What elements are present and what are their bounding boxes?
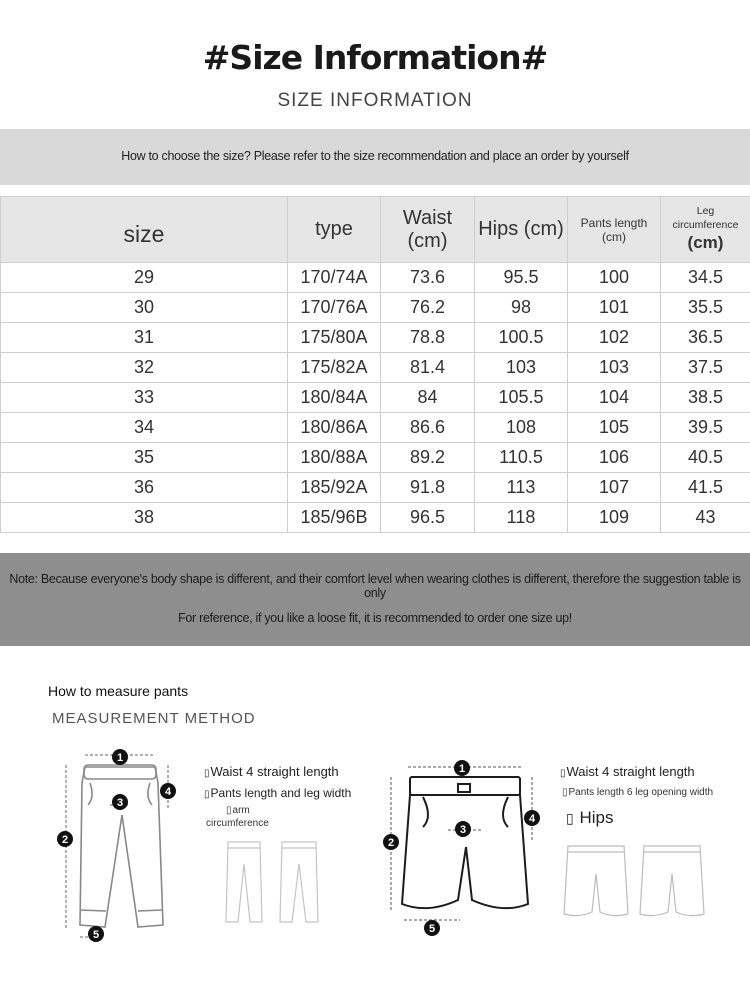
- col-header-leg-circumference: [661, 197, 750, 263]
- note-band: [0, 553, 750, 646]
- cell-waist: 81.4: [381, 353, 475, 383]
- legend-glyph: ▯: [204, 789, 210, 800]
- cell-size: 29: [1, 263, 288, 293]
- table-row: [1, 413, 750, 443]
- shorts-thumbnails: [560, 842, 710, 922]
- legend-glyph: ▯: [562, 787, 568, 798]
- size-notice-band: [0, 129, 750, 185]
- cell-leg-circumference: 43: [661, 503, 750, 533]
- cell-type: 170/74A: [288, 263, 381, 293]
- thumb-pants-back: [280, 842, 318, 922]
- left-marker-2-label: 2: [61, 834, 69, 846]
- measure-heading: How to measure pants: [48, 683, 189, 699]
- cell-type: 185/92A: [288, 473, 381, 503]
- left-marker-3-label: 3: [116, 797, 124, 809]
- cell-hips: 105.5: [475, 383, 568, 413]
- table-header-row: [1, 197, 750, 263]
- cell-leg-circumference: 39.5: [661, 413, 750, 443]
- table-row: [1, 293, 750, 323]
- cell-size: 35: [1, 443, 288, 473]
- table-row: [1, 473, 750, 503]
- cell-pants-length: 106: [568, 443, 661, 473]
- right-legend-item-1: [560, 764, 695, 781]
- cell-waist: 84: [381, 383, 475, 413]
- page-title: #Size Information#: [202, 38, 548, 77]
- cell-pants-length: 103: [568, 353, 661, 383]
- cell-waist: 76.2: [381, 293, 475, 323]
- table-row: [1, 353, 750, 383]
- cell-pants-length: 100: [568, 263, 661, 293]
- legend-glyph: ▯: [226, 805, 232, 816]
- legend-glyph: ▯: [566, 810, 574, 826]
- left-legend-item-3-line2: circumference: [206, 818, 269, 829]
- col-header-type: type: [288, 197, 381, 263]
- cell-type: 175/82A: [288, 353, 381, 383]
- leg-header-unit: (cm): [687, 233, 724, 253]
- cell-type: 180/84A: [288, 383, 381, 413]
- cell-waist: 96.5: [381, 503, 475, 533]
- cell-hips: 113: [475, 473, 568, 503]
- thumb-shorts-back: [640, 846, 704, 916]
- cell-size: 36: [1, 473, 288, 503]
- cell-type: 180/88A: [288, 443, 381, 473]
- cell-waist: 86.6: [381, 413, 475, 443]
- shorts-diagram: [378, 752, 558, 942]
- long-pants-thumbnails: [220, 838, 332, 926]
- cell-leg-circumference: 36.5: [661, 323, 750, 353]
- right-legend-item-3: [566, 807, 613, 829]
- leg-header-line1: Leg: [696, 204, 715, 217]
- cell-pants-length: 105: [568, 413, 661, 443]
- cell-type: 185/96B: [288, 503, 381, 533]
- left-legend-item-1-text: Waist 4 straight length: [210, 764, 339, 779]
- cell-hips: 100.5: [475, 323, 568, 353]
- legend-glyph: ▯: [560, 768, 566, 779]
- cell-size: 31: [1, 323, 288, 353]
- note-line-1: Note: Because everyone's body shape is different, and their comfort level when wearing clothes is different, therefore the suggestion table is only: [9, 572, 741, 600]
- cell-leg-circumference: 40.5: [661, 443, 750, 473]
- legend-glyph: ▯: [204, 768, 210, 779]
- cell-leg-circumference: 34.5: [661, 263, 750, 293]
- cell-size: 38: [1, 503, 288, 533]
- cell-pants-length: 104: [568, 383, 661, 413]
- leg-header-line2: circumference: [672, 219, 739, 232]
- size-notice-text: How to choose the size? Please refer to the size recommendation and place an order by yourself: [121, 149, 629, 163]
- table-row: [1, 323, 750, 353]
- left-legend-item-2: [204, 786, 351, 802]
- size-table: [0, 196, 750, 533]
- col-header-size: size: [1, 197, 288, 263]
- cell-type: 170/76A: [288, 293, 381, 323]
- cell-waist: 89.2: [381, 443, 475, 473]
- cell-waist: 73.6: [381, 263, 475, 293]
- shorts-outline: [402, 795, 528, 908]
- thumb-shorts-front: [564, 846, 628, 916]
- right-marker-3-label: 3: [459, 824, 467, 836]
- left-legend-item-3: [206, 804, 269, 830]
- right-legend-item-1-text: Waist 4 straight length: [566, 764, 695, 779]
- cell-pants-length: 102: [568, 323, 661, 353]
- measure-subheading: MEASUREMENT METHOD: [52, 710, 256, 727]
- left-markers: [57, 749, 176, 942]
- cell-type: 175/80A: [288, 323, 381, 353]
- cell-leg-circumference: 38.5: [661, 383, 750, 413]
- cell-type: 180/86A: [288, 413, 381, 443]
- left-marker-4-label: 4: [164, 786, 172, 798]
- right-marker-2-label: 2: [387, 837, 395, 849]
- right-legend-item-2: [562, 786, 713, 799]
- col-header-hips: Hips (cm): [475, 197, 568, 263]
- cell-leg-circumference: 35.5: [661, 293, 750, 323]
- cell-waist: 91.8: [381, 473, 475, 503]
- cell-hips: 95.5: [475, 263, 568, 293]
- cell-size: 32: [1, 353, 288, 383]
- left-marker-1-label: 1: [116, 752, 124, 764]
- cell-leg-circumference: 37.5: [661, 353, 750, 383]
- thumb-pants-front: [226, 842, 262, 922]
- left-legend-item-1: [204, 764, 339, 781]
- cell-size: 34: [1, 413, 288, 443]
- cell-pants-length: 107: [568, 473, 661, 503]
- table-row: [1, 443, 750, 473]
- long-pants-cuffs: [80, 910, 163, 911]
- table-row: [1, 263, 750, 293]
- cell-hips: 108: [475, 413, 568, 443]
- page-subtitle: SIZE INFORMATION: [277, 90, 473, 111]
- right-marker-1-label: 1: [458, 763, 466, 775]
- col-header-pants-length: Pants length (cm): [568, 197, 661, 263]
- table-row: [1, 503, 750, 533]
- cell-hips: 110.5: [475, 443, 568, 473]
- right-marker-4-label: 4: [528, 813, 536, 825]
- right-marker-5-label: 5: [428, 923, 436, 935]
- table-row: [1, 383, 750, 413]
- right-legend-item-2-text: Pants length 6 leg opening width: [568, 787, 714, 798]
- cell-size: 30: [1, 293, 288, 323]
- cell-pants-length: 109: [568, 503, 661, 533]
- cell-size: 33: [1, 383, 288, 413]
- cell-hips: 98: [475, 293, 568, 323]
- right-legend-item-3-text: Hips: [579, 808, 614, 827]
- left-marker-5-label: 5: [92, 929, 100, 941]
- cell-hips: 118: [475, 503, 568, 533]
- cell-pants-length: 101: [568, 293, 661, 323]
- left-legend-item-3-line1: arm: [232, 805, 250, 816]
- col-header-waist: Waist (cm): [381, 197, 475, 263]
- cell-hips: 103: [475, 353, 568, 383]
- shorts-button: [458, 784, 470, 792]
- left-legend-item-2-text: Pants length and leg width: [210, 786, 352, 800]
- cell-waist: 78.8: [381, 323, 475, 353]
- cell-leg-circumference: 41.5: [661, 473, 750, 503]
- note-line-2: For reference, if you like a loose fit, it is recommended to order one size up!: [178, 611, 572, 625]
- long-pants-diagram: [50, 745, 190, 945]
